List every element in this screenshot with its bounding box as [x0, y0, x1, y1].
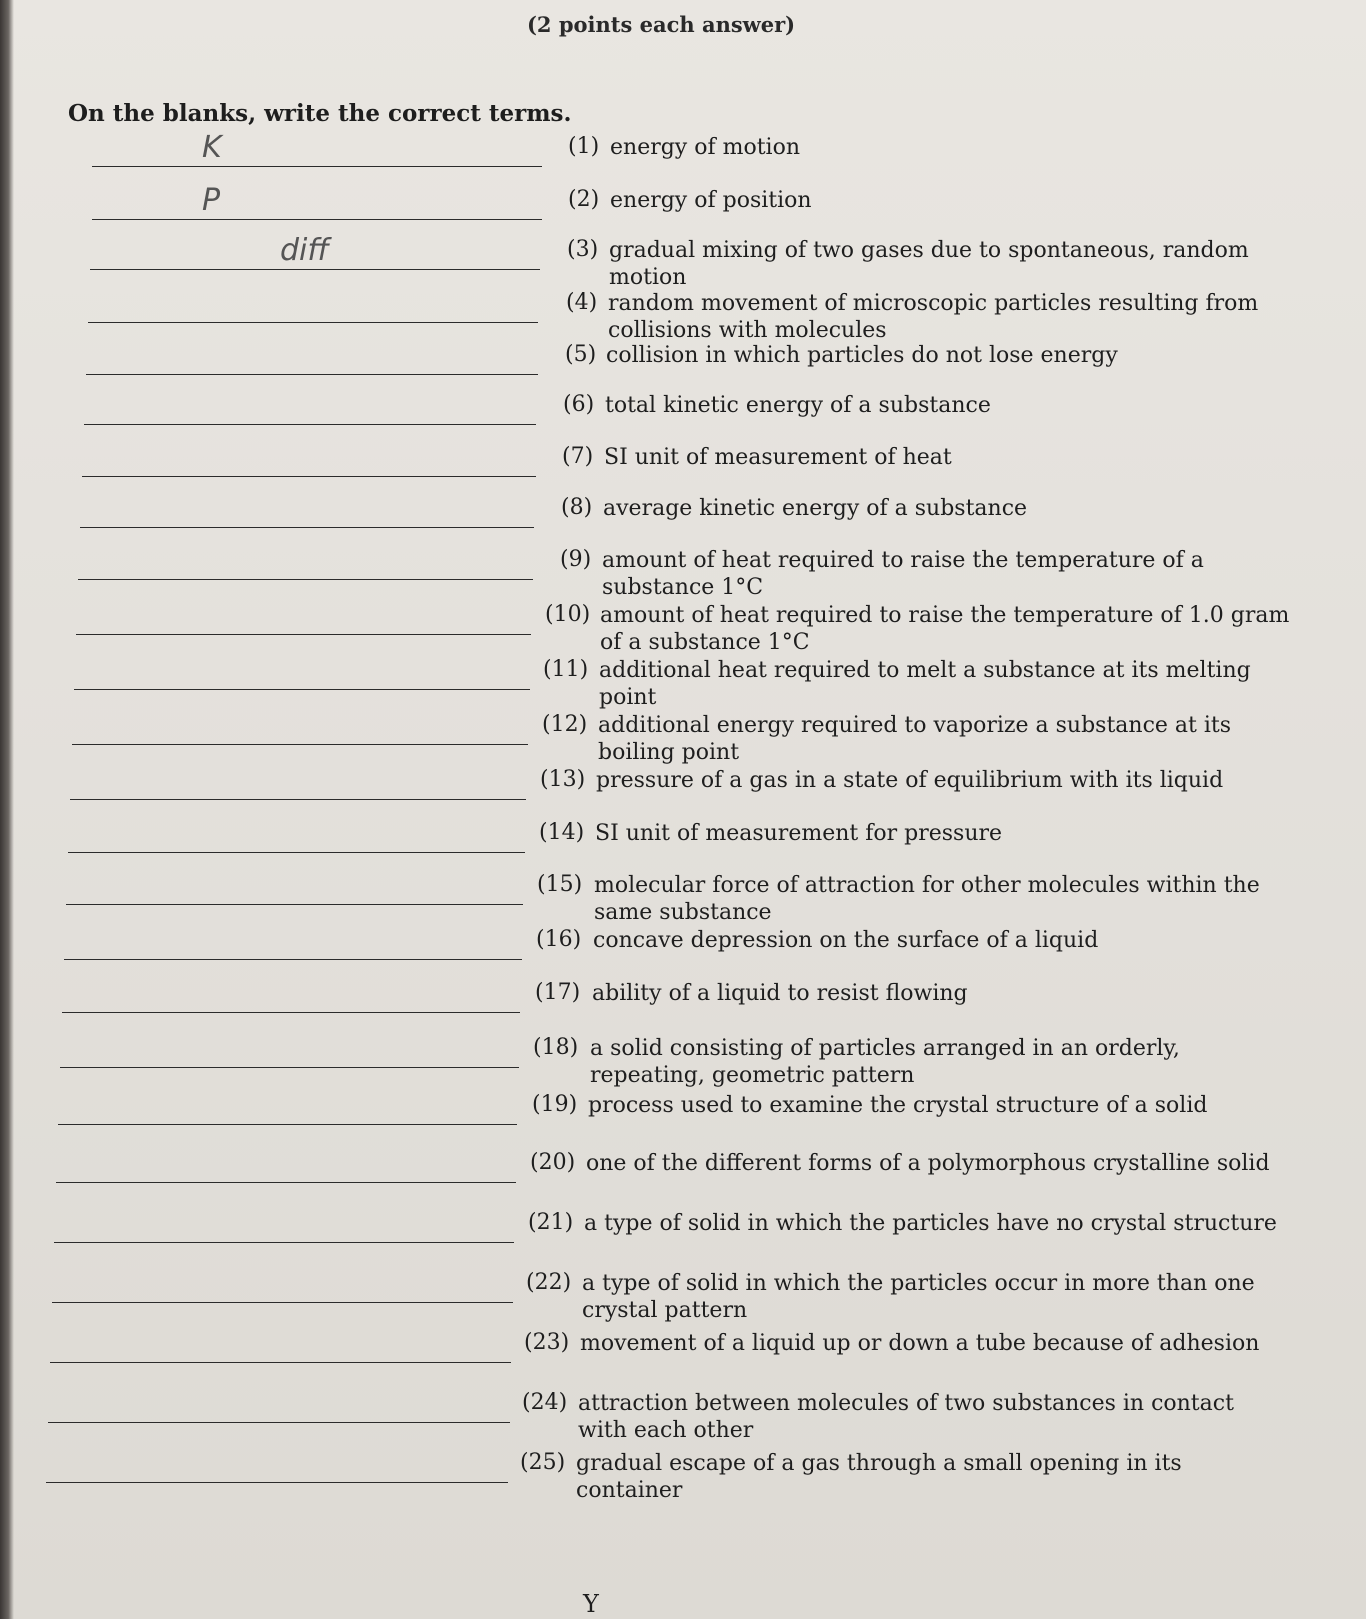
answer-blank[interactable]: [80, 527, 534, 528]
question-definition: gradual escape of a gas through a small opening in its container: [576, 1451, 1182, 1503]
question-number: (13): [540, 767, 586, 792]
answer-blank[interactable]: [92, 219, 542, 220]
question-definition: gradual mixing of two gases due to spontaneous, random motion: [609, 238, 1249, 290]
answer-blank[interactable]: [66, 904, 523, 905]
question-number: (19): [532, 1092, 578, 1117]
answer-blank[interactable]: [84, 424, 536, 425]
question-number: (3): [567, 237, 599, 262]
question-definition: a type of solid in which the particles have no crystal structure: [584, 1211, 1277, 1236]
question-definition: amount of heat required to raise the temperature of 1.0 gram of a substance 1°C: [600, 603, 1290, 655]
question-row: [0, 1210, 1366, 1278]
question-definition: random movement of microscopic particles resulting from collisions with molecules: [608, 291, 1259, 343]
question-number: (5): [565, 342, 597, 367]
question-number: (14): [539, 820, 585, 845]
answer-blank[interactable]: [60, 1067, 519, 1068]
question-number: (8): [561, 495, 593, 520]
answer-blank[interactable]: [88, 322, 538, 323]
question-number: (22): [526, 1270, 572, 1295]
question-definition: a solid consisting of particles arranged in an orderly, repeating, geometric pattern: [590, 1036, 1180, 1088]
question-definition: movement of a liquid up or down a tube because of adhesion: [580, 1331, 1260, 1356]
answer-blank[interactable]: [50, 1362, 511, 1363]
answer-blank[interactable]: [62, 1012, 520, 1013]
question-definition: attraction between molecules of two substances in contact with each other: [578, 1391, 1234, 1443]
footer-mark: Y: [583, 1590, 599, 1618]
answer-blank[interactable]: [86, 374, 538, 375]
handwritten-answer: P: [202, 183, 221, 218]
answer-blank[interactable]: [72, 744, 528, 745]
question-definition: SI unit of measurement for pressure: [595, 821, 1003, 846]
question-definition: process used to examine the crystal structure of a solid: [588, 1093, 1208, 1118]
question-number: (11): [543, 657, 589, 682]
question-definition: total kinetic energy of a substance: [605, 393, 991, 418]
answer-blank[interactable]: [64, 959, 522, 960]
question-definition: additional energy required to vaporize a substance at its boiling point: [598, 713, 1232, 765]
question-number: (25): [520, 1450, 566, 1475]
question-definition: energy of motion: [610, 135, 801, 160]
answer-blank[interactable]: [46, 1482, 508, 1483]
question-definition: collision in which particles do not lose energy: [606, 343, 1118, 368]
question-number: (21): [528, 1210, 574, 1235]
question-row: [0, 1150, 1366, 1218]
answer-blank[interactable]: [68, 852, 525, 853]
question-number: (23): [524, 1330, 570, 1355]
points-note: (2 points each answer): [527, 12, 796, 37]
question-number: (20): [530, 1150, 576, 1175]
answer-blank[interactable]: [90, 269, 540, 270]
question-number: (17): [535, 980, 581, 1005]
answer-blank[interactable]: [78, 579, 533, 580]
question-definition: SI unit of measurement of heat: [604, 445, 952, 470]
question-number: (16): [536, 927, 582, 952]
question-definition: pressure of a gas in a state of equilibrium with its liquid: [596, 768, 1224, 793]
handwritten-answer: diff: [280, 233, 330, 268]
instructions: On the blanks, write the correct terms.: [68, 100, 572, 127]
question-row: [0, 1450, 1366, 1518]
question-number: (9): [560, 547, 592, 572]
question-row: [0, 1330, 1366, 1398]
answer-blank[interactable]: [54, 1242, 514, 1243]
answer-blank[interactable]: [48, 1422, 510, 1423]
question-definition: concave depression on the surface of a liquid: [593, 928, 1099, 953]
answer-blank[interactable]: [74, 689, 530, 690]
question-number: (24): [522, 1390, 568, 1415]
question-row: [0, 1390, 1366, 1458]
question-row: [0, 1270, 1366, 1338]
question-definition: amount of heat required to raise the temperature of a substance 1°C: [602, 548, 1204, 600]
question-number: (2): [568, 187, 600, 212]
question-number: (18): [533, 1035, 579, 1060]
question-definition: a type of solid in which the particles occur in more than one crystal pattern: [582, 1271, 1255, 1323]
question-number: (1): [568, 134, 600, 159]
question-number: (4): [566, 290, 598, 315]
question-number: (7): [562, 444, 594, 469]
question-definition: energy of position: [610, 188, 812, 213]
answer-blank[interactable]: [82, 476, 536, 477]
question-definition: additional heat required to melt a substance at its melting point: [599, 658, 1251, 710]
handwritten-answer: K: [202, 130, 222, 165]
answer-blank[interactable]: [70, 799, 526, 800]
question-number: (10): [545, 602, 591, 627]
answer-blank[interactable]: [56, 1182, 516, 1183]
answer-blank[interactable]: [58, 1124, 517, 1125]
question-definition: ability of a liquid to resist flowing: [592, 981, 968, 1006]
question-number: (6): [563, 392, 595, 417]
answer-blank[interactable]: [76, 634, 531, 635]
question-definition: molecular force of attraction for other molecules within the same substance: [594, 873, 1260, 925]
answer-blank[interactable]: [92, 166, 542, 167]
question-number: (15): [537, 872, 583, 897]
question-definition: one of the different forms of a polymorphous crystalline solid: [586, 1151, 1270, 1176]
question-number: (12): [542, 712, 588, 737]
question-definition: average kinetic energy of a substance: [603, 496, 1028, 521]
answer-blank[interactable]: [52, 1302, 513, 1303]
